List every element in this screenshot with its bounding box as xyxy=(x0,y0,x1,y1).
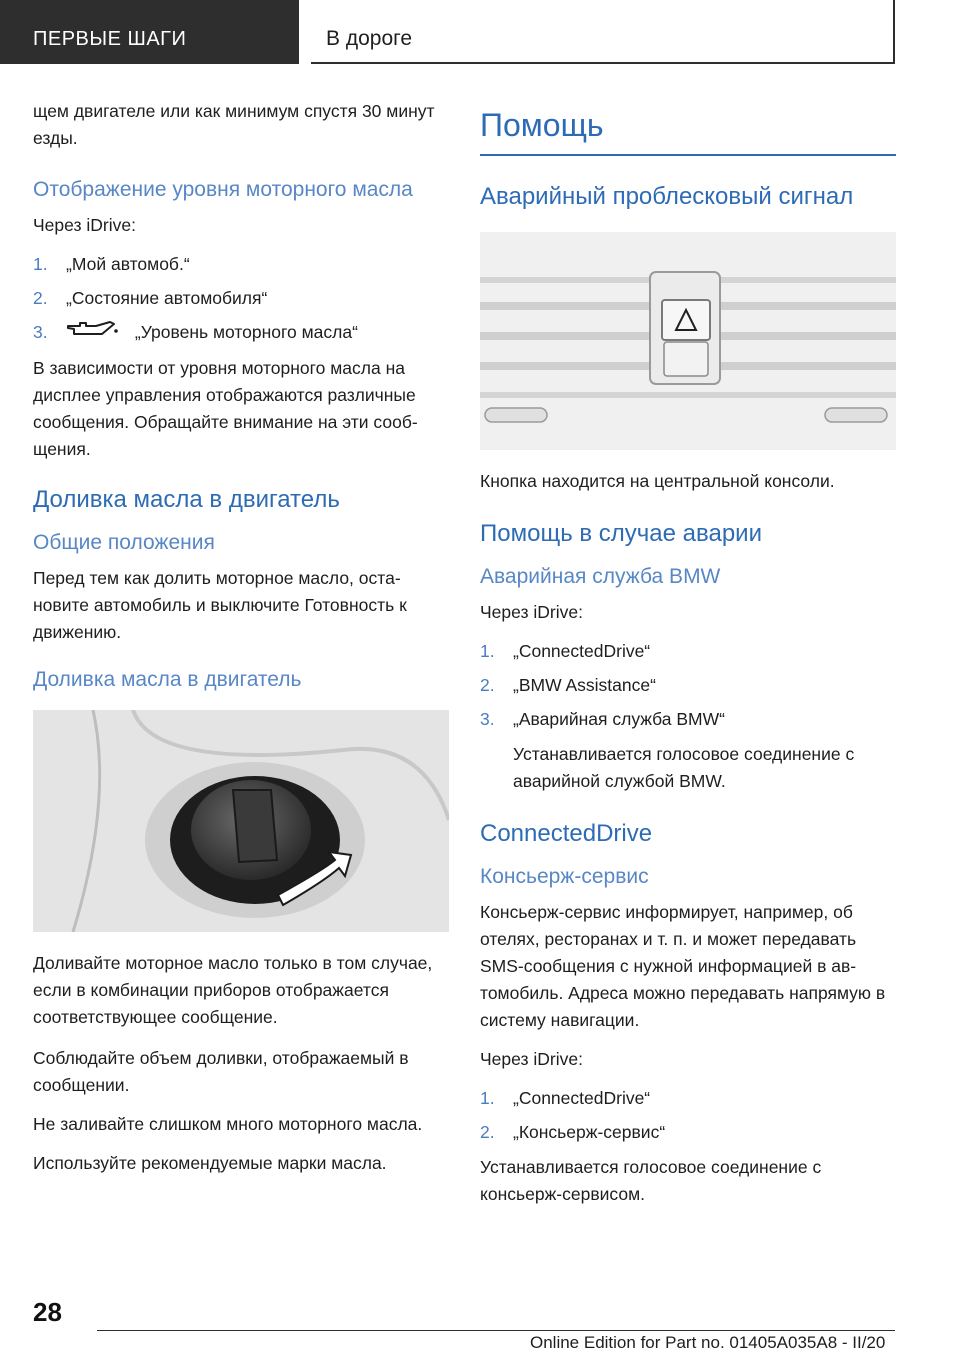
step-text: „ConnectedDrive“ xyxy=(513,641,651,661)
page-number: 28 xyxy=(33,1297,62,1327)
step-number: 2. xyxy=(480,1122,495,1142)
general-heading: Общие положения xyxy=(33,531,215,555)
emergency-heading: Помощь в случае аварии xyxy=(480,520,762,547)
header-subsection-label: В дороге xyxy=(326,27,413,50)
topup-p2: Соблюдайте объем доливки, отображаемый в сообщении. xyxy=(33,1048,409,1096)
hazard-heading: Аварийный проблесковый сигнал xyxy=(480,183,854,210)
topup-subheading: Доливка масла в двигатель xyxy=(33,668,302,692)
header-subsection-tab xyxy=(311,0,895,64)
topup-p1: Доливайте моторное масло только в том случае, если в комбинации приборов отображается соответствующее сообщение. xyxy=(33,953,433,1028)
list-item xyxy=(33,251,449,278)
general-text: Перед тем как долить моторное масло, остановите автомобиль и выключите Готовность к движению. xyxy=(33,568,407,643)
list-item xyxy=(480,1085,896,1112)
list-item xyxy=(33,285,449,312)
intro-text: щем двигателе или как минимум спустя 30 минут езды. xyxy=(33,101,435,148)
step-number: 2. xyxy=(33,288,48,308)
topup-p4: Используйте рекомендуемые марки масла. xyxy=(33,1153,387,1174)
step-text: „Консьерж-сервис“ xyxy=(513,1122,666,1142)
concierge-text: Консьерж-сервис информирует, например, об отелях, ресторанах и т. п. и может передавать SMS-сообщения с нужной информацией в автомобиль. Адреса можно передавать напрямую в систему навигации. xyxy=(480,902,886,1030)
step-text: „BMW Assistance“ xyxy=(513,675,656,695)
step-number: 2. xyxy=(480,675,495,695)
step-text: „Состояние автомобиля“ xyxy=(66,288,268,308)
topup-p3: Не заливайте слишком много моторного масла. xyxy=(33,1114,423,1135)
concierge-end: Устанавливается голосовое соединение с консьерж-сервисом. xyxy=(480,1157,822,1204)
step-text: „Уровень моторного масла“ xyxy=(134,322,358,342)
topup-heading: Доливка масла в двигатель xyxy=(33,486,340,514)
via-idrive-2: Через iDrive: xyxy=(480,1049,583,1069)
step-number: 1. xyxy=(33,254,48,274)
hazard-caption: Кнопка находится на центральной консоли. xyxy=(480,471,835,491)
list-item xyxy=(480,638,896,665)
left-column xyxy=(33,98,449,1189)
step-number: 3. xyxy=(33,322,48,342)
list-item xyxy=(33,319,449,347)
concierge-steps xyxy=(480,1085,896,1146)
step-text: „Мой автомоб.“ xyxy=(66,254,190,274)
header-section-label: ПЕРВЫЕ ШАГИ xyxy=(33,28,187,50)
header-section-tab xyxy=(0,0,299,64)
step-number: 3. xyxy=(480,709,495,729)
list-item xyxy=(480,672,896,699)
step-note: Устанавливается голосовое соединение с аварийной службой BMW. xyxy=(513,744,855,791)
footer-divider xyxy=(97,1330,895,1331)
help-heading: Помощь xyxy=(480,106,896,156)
oil-display-body: В зависимости от уровня моторного масла на дисплее управления отображаются различные сообщения. Обращайте внимание на эти сообщения. xyxy=(33,358,418,460)
connecteddrive-heading: ConnectedDrive xyxy=(480,820,653,847)
oil-can-icon xyxy=(66,319,122,347)
edition-note: Online Edition for Part no. 01405A035A8 - II/20 xyxy=(530,1333,886,1352)
bmw-service-heading: Аварийная служба BMW xyxy=(480,565,721,588)
oil-display-steps xyxy=(33,251,449,347)
right-column xyxy=(480,98,896,1220)
list-item xyxy=(480,1119,896,1146)
hazard-button-image xyxy=(480,232,896,450)
oil-cap-image xyxy=(33,710,449,932)
step-number: 1. xyxy=(480,641,495,661)
oil-display-heading: Отображение уровня моторного масла xyxy=(33,178,413,201)
list-item xyxy=(480,706,896,733)
oil-display-via: Через iDrive: xyxy=(33,215,136,235)
step-text: „ConnectedDrive“ xyxy=(513,1088,651,1108)
step-text: „Аварийная служба BMW“ xyxy=(513,709,725,729)
step-number: 1. xyxy=(480,1088,495,1108)
via-idrive-1: Через iDrive: xyxy=(480,602,583,622)
bmw-service-steps xyxy=(480,638,896,733)
concierge-heading: Консьерж-сервис xyxy=(480,865,649,888)
